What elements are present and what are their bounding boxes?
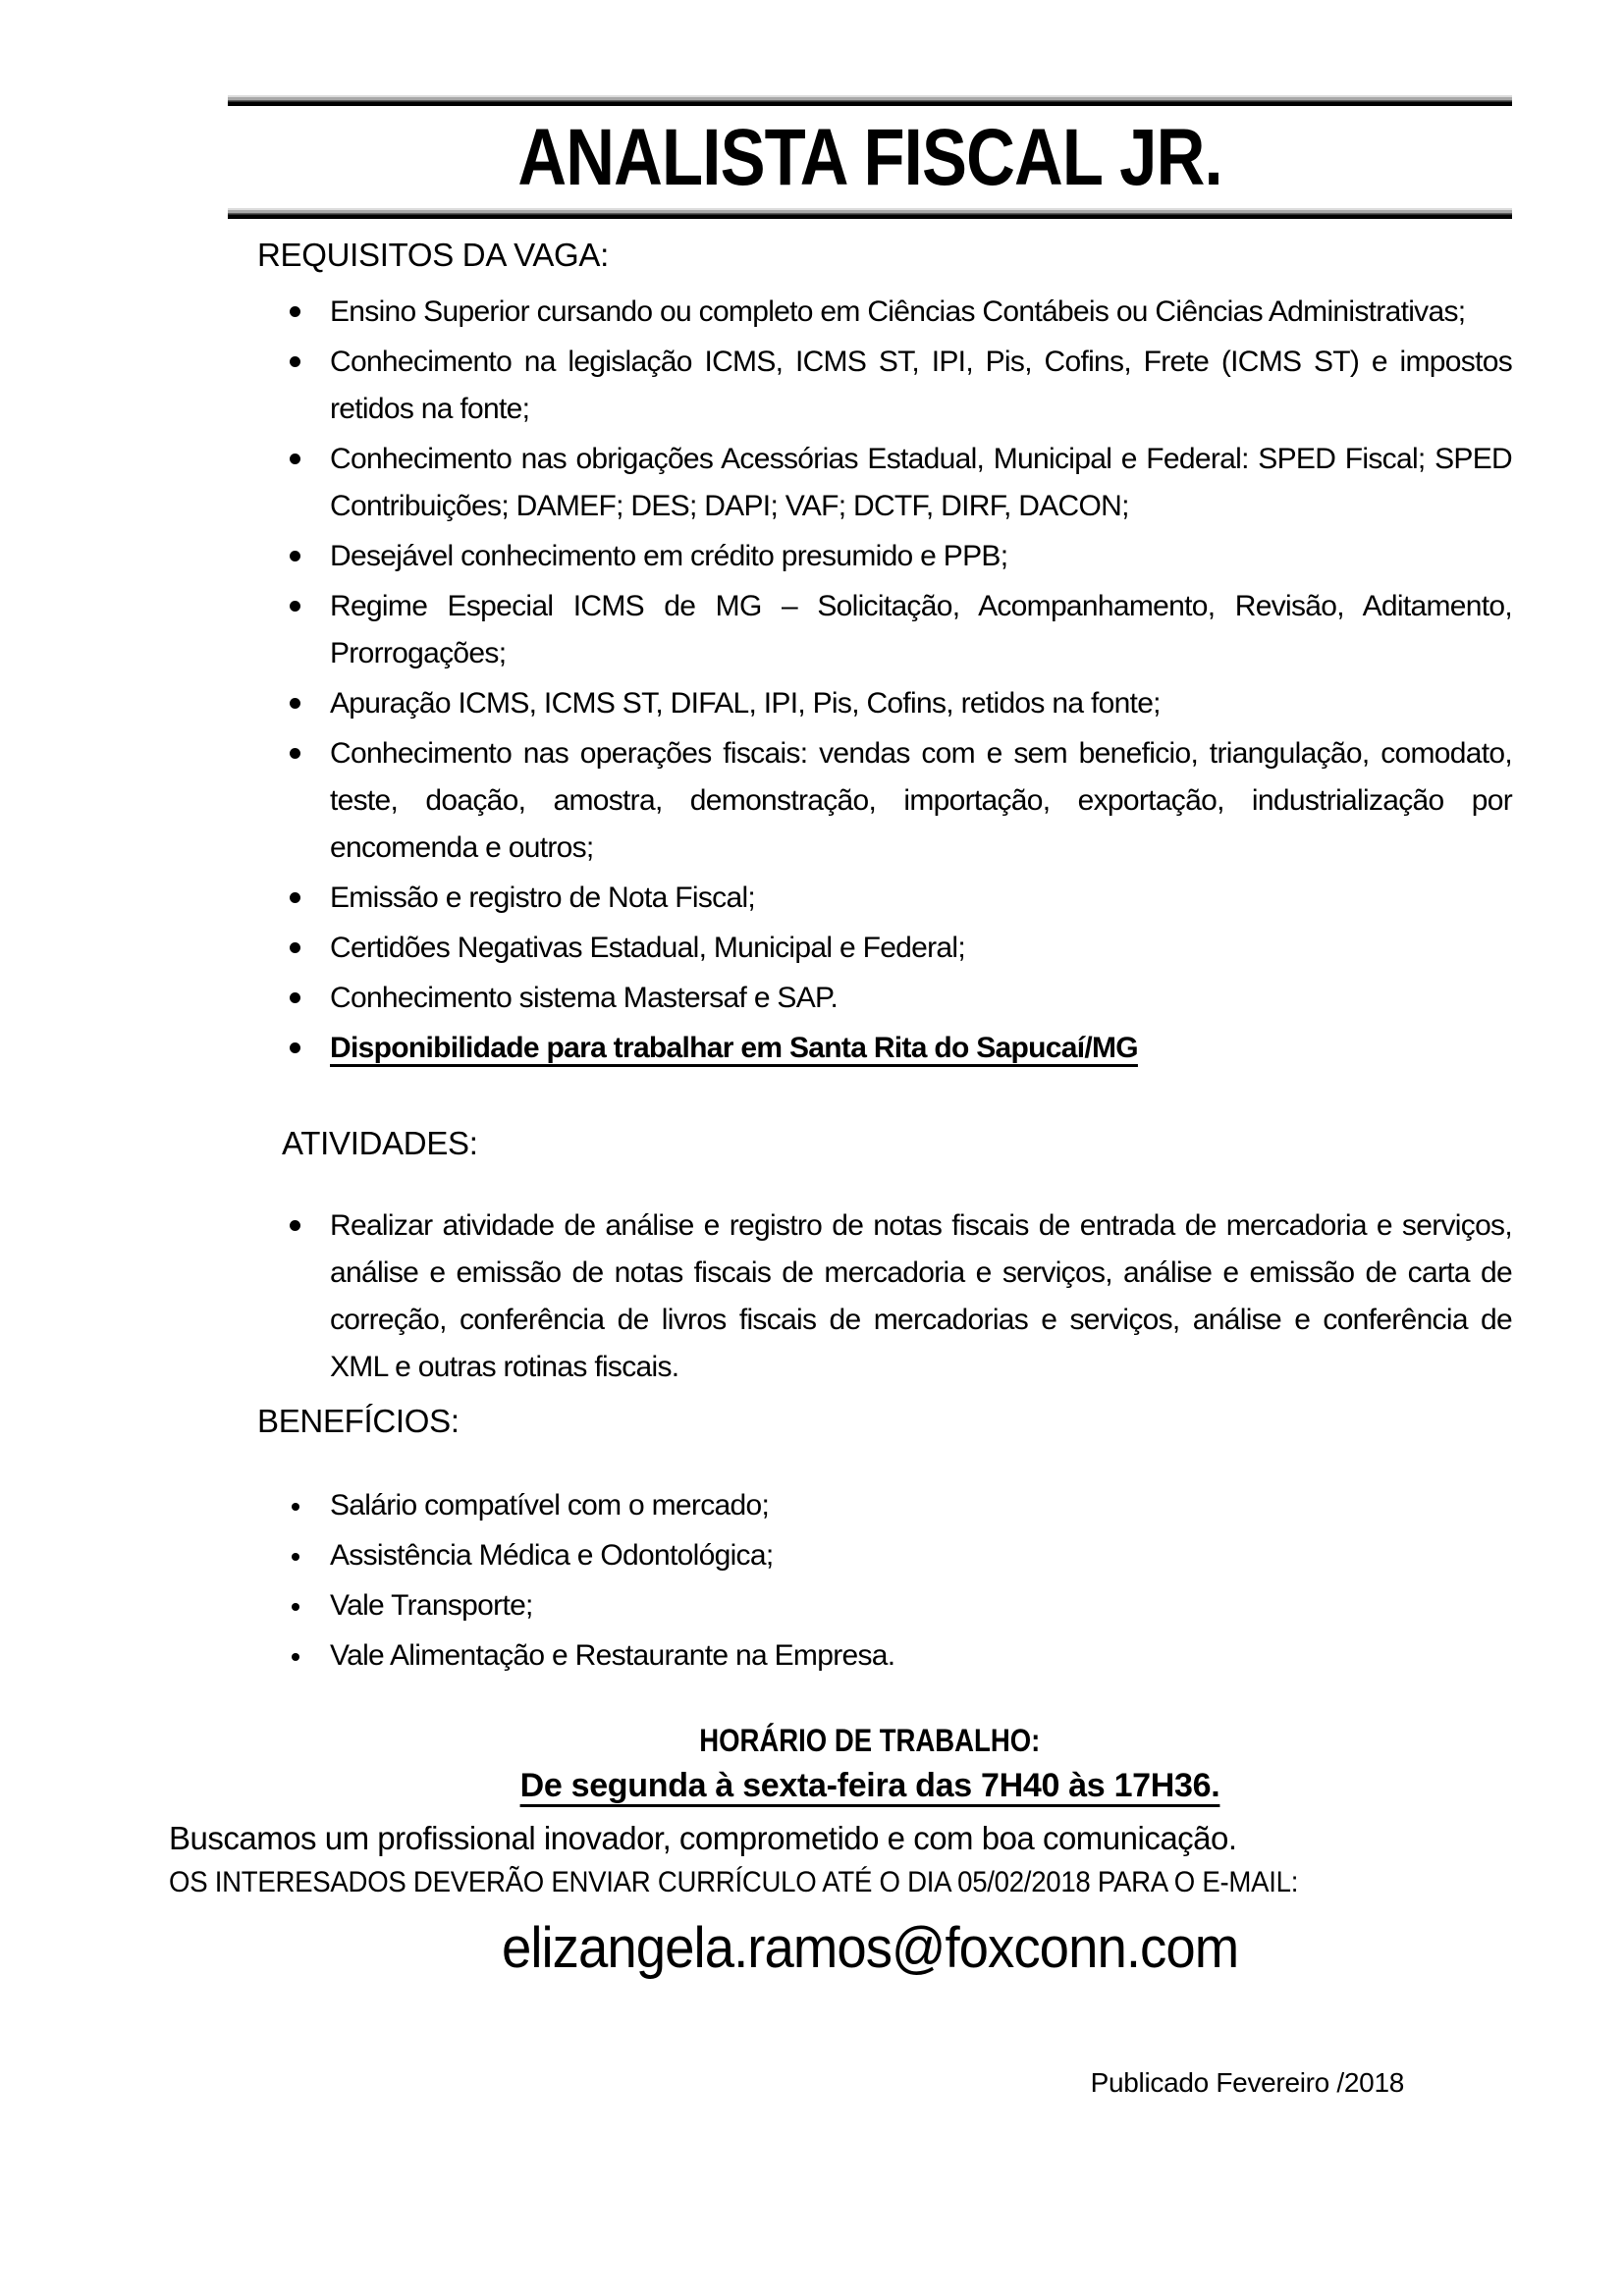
requirement-text: Conhecimento sistema Mastersaf e SAP. xyxy=(330,982,839,1015)
requirement-item xyxy=(288,975,1512,1022)
requirement-item xyxy=(288,533,1512,580)
bullet-icon xyxy=(290,748,300,759)
requirement-text: Disponibilidade para trabalhar em Santa Rita do Sapucaí/MG xyxy=(330,1032,1138,1065)
requirement-text: Apuração ICMS, ICMS ST, DIFAL, IPI, Pis, Cofins, retidos na fonte; xyxy=(330,687,1161,721)
requirement-item xyxy=(288,925,1512,972)
beneficios-list xyxy=(228,1484,1512,1678)
requisitos-list xyxy=(228,289,1512,1072)
requirement-item xyxy=(288,339,1512,433)
requirement-text: Regime Especial ICMS de MG – Solicitação, Acompanhamento, Revisão, Aditamento, Prorrogações; xyxy=(330,590,1512,670)
bullet-icon xyxy=(290,698,300,709)
bullet-icon xyxy=(290,306,300,317)
requirement-item xyxy=(288,583,1512,677)
title-rule-top xyxy=(228,95,1512,106)
bullet-icon xyxy=(290,892,300,903)
requirement-item xyxy=(288,680,1512,727)
requirement-text: Conhecimento nas obrigações Acessórias Estadual, Municipal e Federal: SPED Fiscal; SPED Contribuições; DAMEF; DES; DAPI; VAF; DCTF, DIRF, DACON; xyxy=(330,443,1512,523)
horario-schedule-text: De segunda à sexta-feira das 7H40 às 17H36. xyxy=(519,1766,1220,1804)
bullet-icon xyxy=(290,942,300,953)
benefit-text: Salário compatível com o mercado; xyxy=(330,1488,770,1522)
email-line xyxy=(228,1915,1512,1981)
benefit-text: Assistência Médica e Odontológica; xyxy=(330,1538,774,1572)
title-rule-bottom xyxy=(228,208,1512,219)
bullet-icon xyxy=(290,992,300,1003)
benefit-text: Vale Alimentação e Restaurante na Empresa. xyxy=(330,1638,895,1672)
requirement-item xyxy=(288,436,1512,530)
instruction-text: OS INTERESADOS DEVERÃO ENVIAR CURRÍCULO ATÉ O DIA 05/02/2018 PARA O E-MAIL: xyxy=(169,1865,1299,1898)
instruction-line xyxy=(169,1866,1512,1899)
horario-heading xyxy=(228,1723,1512,1759)
bullet-icon xyxy=(290,1220,300,1231)
bullet-icon xyxy=(290,1042,300,1053)
requirement-item xyxy=(288,1025,1512,1072)
requirement-text: Certidões Negativas Estadual, Municipal e Federal; xyxy=(330,932,966,965)
requirement-item xyxy=(288,730,1512,872)
footer-note: Publicado Fevereiro /2018 xyxy=(1090,2066,1404,2098)
benefit-item xyxy=(288,1534,1512,1577)
bullet-icon xyxy=(290,551,300,561)
bullet-icon xyxy=(290,454,300,464)
requirement-item xyxy=(288,875,1512,922)
benefit-item xyxy=(288,1634,1512,1678)
requirement-text: Ensino Superior cursando ou completo em Ciências Contábeis ou Ciências Administrativas; xyxy=(330,295,1466,329)
requirement-item xyxy=(288,289,1512,336)
title-block xyxy=(228,106,1512,208)
page-title: ANALISTA FISCAL JR. xyxy=(517,113,1222,202)
activity-text: Realizar atividade de análise e registro de notas fiscais de entrada de mercadoria e serviços, análise e emissão de notas fiscais de mercadoria e serviços, análise e emissão de carta de correção, conferência de livros fiscais de mercadorias e serviços, análise e conferência de XML e outras rotinas fiscais. xyxy=(330,1208,1512,1383)
bullet-icon xyxy=(292,1553,299,1561)
atividades-heading: ATIVIDADES: xyxy=(282,1125,478,1162)
activity-item xyxy=(288,1202,1512,1391)
beneficios-heading: BENEFÍCIOS: xyxy=(257,1402,460,1439)
benefit-text: Vale Transporte; xyxy=(330,1588,533,1622)
bullet-icon xyxy=(292,1503,299,1511)
requisitos-heading: REQUISITOS DA VAGA: xyxy=(257,237,610,274)
bullet-icon xyxy=(290,356,300,367)
email-text: elizangela.ramos@foxconn.com xyxy=(501,1915,1239,1980)
pitch-line: Buscamos um profissional inovador, comprometido e com boa comunicação. xyxy=(169,1819,1237,1856)
requirement-text: Emissão e registro de Nota Fiscal; xyxy=(330,881,756,915)
requirement-text: Conhecimento nas operações fiscais: vendas com e sem beneficio, triangulação, comodato, teste, doação, amostra, demonstração, importação, exportação, industrialização por encomenda e outros; xyxy=(330,737,1512,865)
benefit-item xyxy=(288,1584,1512,1628)
bullet-icon xyxy=(292,1603,299,1611)
benefit-item xyxy=(288,1484,1512,1527)
requirement-text: Conhecimento na legislação ICMS, ICMS ST, IPI, Pis, Cofins, Frete (ICMS ST) e impostos retidos na fonte; xyxy=(330,346,1512,426)
horario-schedule xyxy=(228,1767,1512,1805)
bullet-icon xyxy=(292,1653,299,1661)
bullet-icon xyxy=(290,601,300,612)
horario-heading-text: HORÁRIO DE TRABALHO: xyxy=(699,1722,1041,1758)
atividades-list xyxy=(228,1202,1512,1391)
requirement-text: Desejável conhecimento em crédito presumido e PPB; xyxy=(330,540,1008,573)
